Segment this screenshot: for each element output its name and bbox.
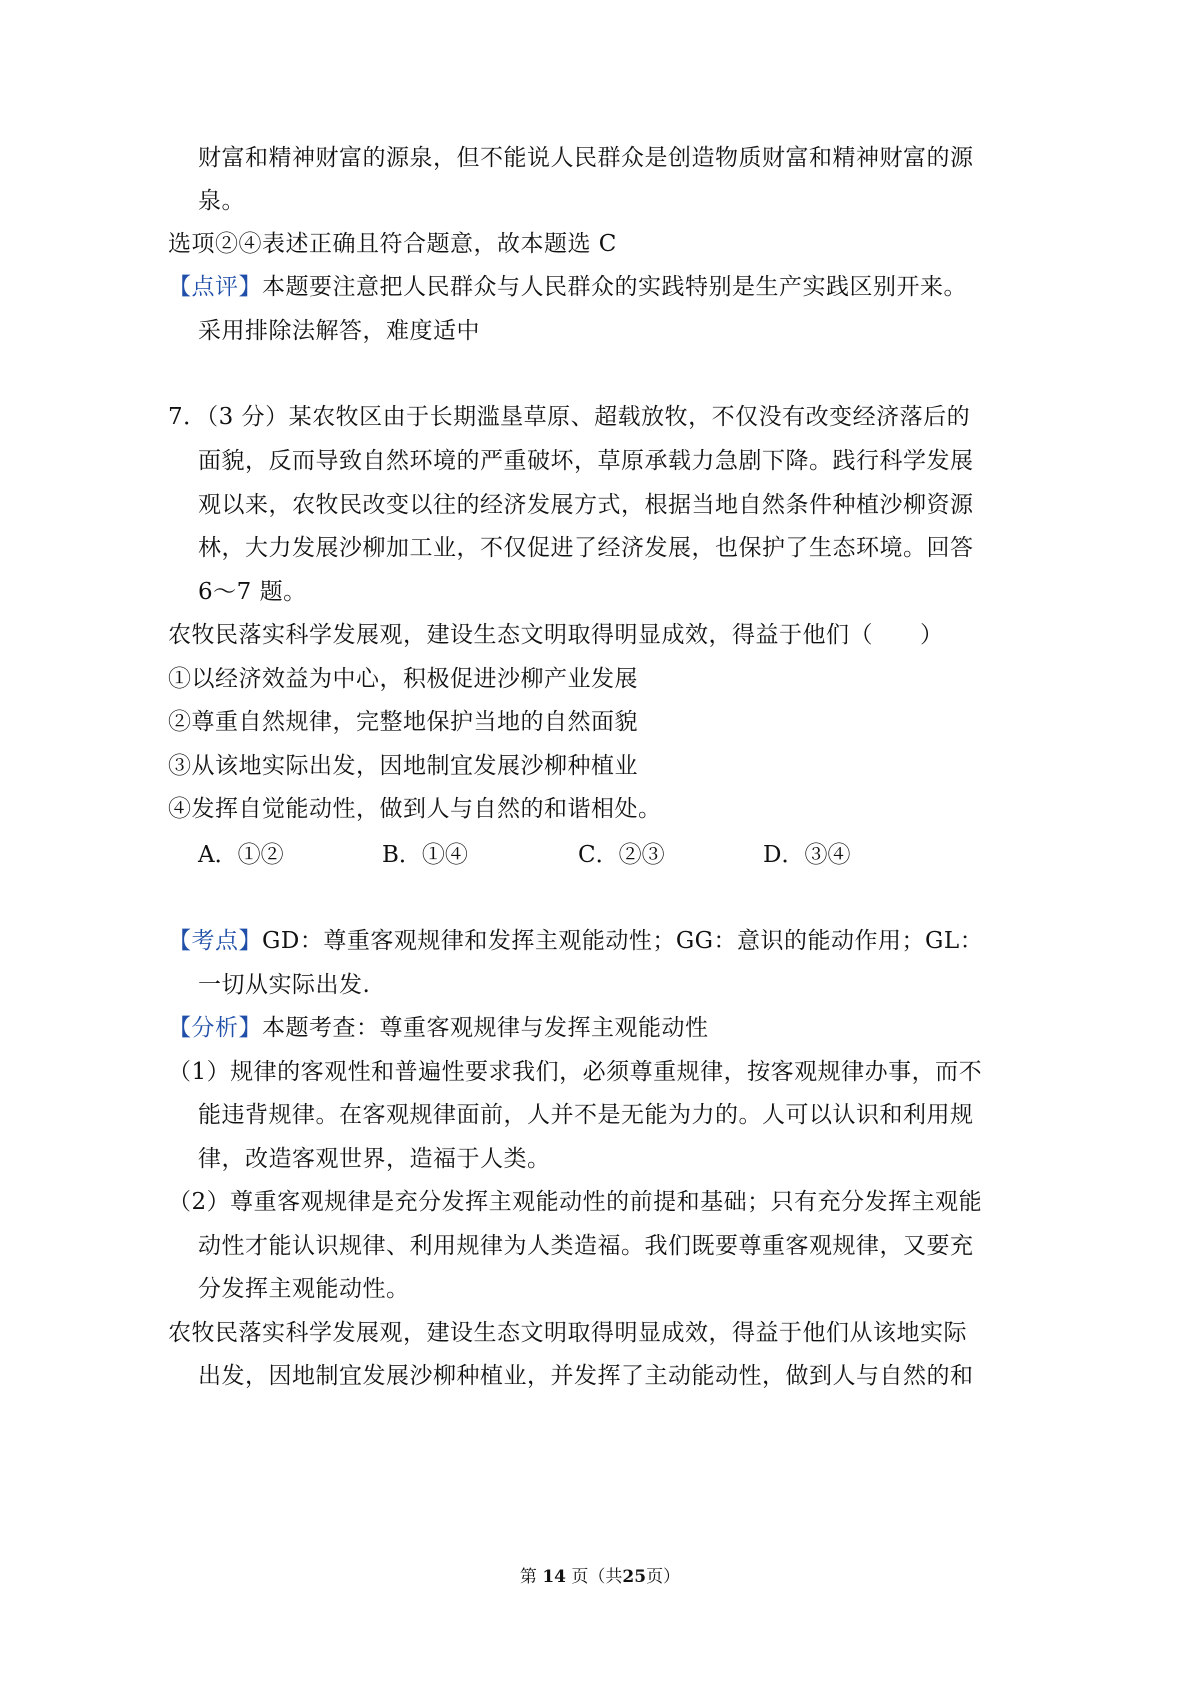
- kaodian-tag: 【考点】: [168, 928, 262, 954]
- text-line: 能违背规律。在客观规律面前，人并不是无能为力的。人可以认识和利用规: [198, 1102, 974, 1128]
- fenxi-paragraph: [168, 1013, 709, 1043]
- text-line: 本题要注意把人民群众与人民群众的实践特别是生产实践区别开来。: [262, 274, 967, 300]
- text-line: （2）尊重客观规律是充分发挥主观能动性的前提和基础；只有充分发挥主观能: [168, 1189, 983, 1215]
- statement-4: ④发挥自觉能动性，做到人与自然的和谐相处。: [168, 796, 662, 822]
- comment-paragraph: [168, 272, 967, 302]
- text-line: 一切从实际出发.: [198, 972, 371, 998]
- option-a: A．①②: [198, 842, 284, 868]
- total-pages: 25: [622, 1567, 647, 1587]
- text-line: 选项②④表述正确且符合题意，故本题选 C: [168, 231, 617, 257]
- text-line: 本题考查：尊重客观规律与发挥主观能动性: [262, 1015, 709, 1041]
- text-line: GD：尊重客观规律和发挥主观能动性；GG：意识的能动作用；GL：: [262, 928, 984, 954]
- footer-middle: 页（共: [571, 1567, 623, 1587]
- text-line: 财富和精神财富的源泉，但不能说人民群众是创造物质财富和精神财富的源: [198, 145, 974, 171]
- text-line: 林，大力发展沙柳加工业，不仅促进了经济发展，也保护了生态环境。回答: [198, 535, 974, 561]
- statement-1: ①以经济效益为中心，积极促进沙柳产业发展: [168, 666, 638, 692]
- text-line: 律，改造客观世界，造福于人类。: [198, 1146, 551, 1172]
- text-line: 出发，因地制宜发展沙柳种植业，并发挥了主动能动性，做到人与自然的和: [198, 1363, 974, 1389]
- footer-prefix: 第: [519, 1567, 537, 1587]
- text-line: 动性才能认识规律、利用规律为人类造福。我们既要尊重客观规律，又要充: [198, 1233, 974, 1259]
- option-d: D．③④: [763, 842, 851, 868]
- kaodian-paragraph: [168, 926, 983, 956]
- footer-suffix: 页）: [646, 1567, 681, 1587]
- text-line: 采用排除法解答，难度适中: [198, 318, 480, 344]
- question-prompt: 农牧民落实科学发展观，建设生态文明取得明显成效，得益于他们（ ）: [168, 622, 944, 648]
- fenxi-tag: 【分析】: [168, 1015, 262, 1041]
- page-number: 14: [542, 1567, 566, 1587]
- option-b: B．①④: [382, 842, 468, 868]
- page-footer: [0, 1566, 1200, 1588]
- text-line: （1）规律的客观性和普遍性要求我们，必须尊重规律，按客观规律办事，而不: [168, 1059, 983, 1085]
- text-line: 面貌，反而导致自然环境的严重破坏，草原承载力急剧下降。践行科学发展: [198, 448, 974, 474]
- text-line: 6～7 题。: [198, 579, 307, 605]
- text-line: 观以来，农牧民改变以往的经济发展方式，根据当地自然条件种植沙柳资源: [198, 492, 974, 518]
- statement-3: ③从该地实际出发，因地制宜发展沙柳种植业: [168, 753, 638, 779]
- text-line: 泉。: [198, 188, 245, 214]
- statement-2: ②尊重自然规律，完整地保护当地的自然面貌: [168, 709, 638, 735]
- text-line: 农牧民落实科学发展观，建设生态文明取得明显成效，得益于他们从该地实际: [168, 1320, 967, 1346]
- text-line: 分发挥主观能动性。: [198, 1276, 410, 1302]
- comment-tag: 【点评】: [168, 274, 262, 300]
- option-c: C．②③: [578, 842, 665, 868]
- question-stem: 7．（3 分）某农牧区由于长期滥垦草原、超载放牧，不仅没有改变经济落后的: [168, 404, 971, 430]
